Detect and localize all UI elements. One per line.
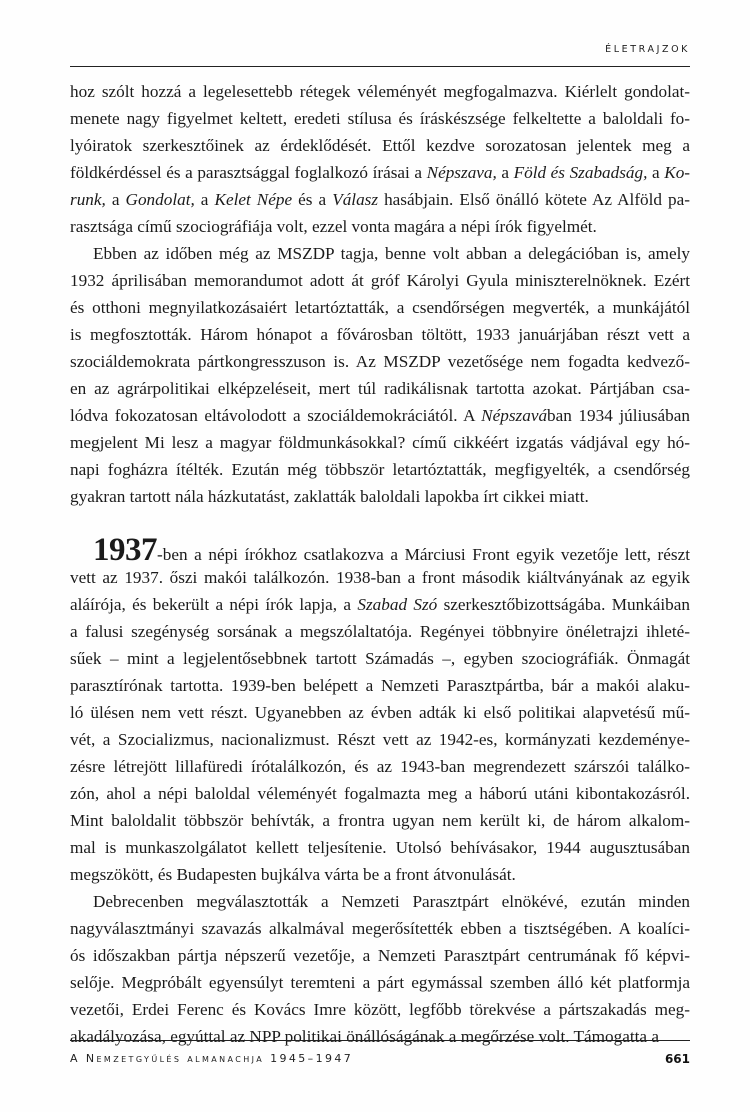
text-line: [70, 591, 690, 618]
text-run: Ebben az időben még az MSZDP tagja, benne volt abban a delegációban is, amely: [93, 244, 690, 263]
text-run: vett az 1937. őszi makói találkozón. 1938-ban a front második kiáltványának az egyik: [70, 568, 690, 587]
text-run: szerkesztőbizottságába. Munkáiban: [437, 595, 690, 614]
text-line: [70, 429, 690, 456]
text-line: [70, 564, 690, 591]
text-run: hasábjain. Első önálló kötete Az Alföld pa-: [378, 190, 691, 209]
text-run: a: [105, 190, 126, 209]
text-run: földkérdéssel és a parasztsággal foglalkozó írásai a: [70, 163, 427, 182]
text-run: mal is munkaszolgálatot kellett teljesítenie. Utolsó behívásakor, 1944 augusztusában: [70, 838, 690, 857]
text-run: a: [496, 163, 514, 182]
italic-title: Népszava,: [426, 163, 497, 182]
text-line: [70, 402, 690, 429]
text-run: is megfosztották. Három hónapot a fővárosban töltött, 1933 januárjában részt vett a: [70, 325, 690, 344]
text-run: hoz szólt hozzá a legelesettebb rétegek véleményét megfogalmazva. Kiérlelt gondolat-: [70, 82, 690, 101]
text-line: [70, 159, 690, 186]
text-line: [70, 888, 690, 915]
text-line: [70, 942, 690, 969]
text-run: Mint baloldalit többször behívták, a frontra ugyan nem került ki, de három alkalom-: [70, 811, 690, 830]
text-run: gyakran tartott nála házkutatást, zaklatták baloldali lapokba írt cikkei miatt.: [70, 487, 589, 506]
text-line: [70, 834, 690, 861]
text-run: a: [647, 163, 665, 182]
text-run: selője. Megpróbált egyensúlyt teremteni a párt egymással szemben álló két platformja: [70, 973, 690, 992]
text-run: lyóiratok szerkesztőinek az érdeklődését. Ettől kezdve sorozatosan jelentek meg a: [70, 136, 690, 155]
text-run: vét, a Szocializmus, nacionalizmust. Részt vett az 1942-es, kormányzati kezdeménye-: [70, 730, 690, 749]
text-run: nagyválasztmányi szavazás alkalmával megerősítették ebben a tisztségében. A koalíci-: [70, 919, 690, 938]
text-line: [70, 186, 690, 213]
page-number: 661: [664, 1052, 690, 1066]
text-run: Debrecenben megválasztották a Nemzeti Parasztpárt elnökévé, ezután minden: [93, 892, 690, 911]
text-line: [70, 807, 690, 834]
text-run: megjelent Mi lesz a magyar földmunkásokkal? című cikkéért izgatás vádjával egy hó-: [70, 433, 690, 452]
italic-title: Gondolat,: [125, 190, 195, 209]
text-run: ós időszakban pártja népszerű vezetője, a Nemzeti Parasztpárt centrumának fő képvi-: [70, 946, 690, 965]
text-run: és a: [292, 190, 333, 209]
text-line: [70, 645, 690, 672]
text-line: [70, 240, 690, 267]
text-run: parasztírónak tartotta. 1939-ben belépett a Nemzeti Parasztpártba, bár a makói alaku-: [70, 676, 690, 695]
footer-book-title: A Nemzetgyűlés almanachja 1945–1947: [70, 1052, 354, 1065]
paragraph: [70, 78, 690, 240]
section-year: 1937: [93, 532, 157, 568]
italic-title: Szabad Szó: [357, 595, 438, 614]
text-line: [70, 861, 690, 888]
paragraph: [70, 888, 690, 1050]
text-run: zón, ahol a népi baloldal véleményét fogalmazta meg a háború utáni kibontakozásról.: [70, 784, 690, 803]
text-line: [70, 267, 690, 294]
italic-title: Válasz: [332, 190, 379, 209]
italic-title: Népszavá: [481, 406, 548, 425]
text-run: lódva fokozatosan eltávolodott a szociáldemokráciától. A: [70, 406, 482, 425]
text-run: szociáldemokrata pártkongresszuson is. Az MSZDP vezetősége nem fogadta kedvező-: [70, 352, 690, 371]
text-line: [70, 532, 690, 568]
text-run: rasztsága című szociográfiája volt, ezzel vonta magára a népi írók figyelmét.: [70, 217, 597, 236]
text-run: a: [194, 190, 215, 209]
text-line: [70, 996, 690, 1023]
text-line: [70, 753, 690, 780]
text-run: -ben a népi írókhoz csatlakozva a Márciusi Front egyik vezetője lett, részt: [157, 545, 690, 564]
text-line: [70, 969, 690, 996]
text-line: [70, 780, 690, 807]
text-run: aláírója, és bekerült a népi írók lapja, a: [70, 595, 358, 614]
text-run: 1932 áprilisában memorandumot adott át gróf Károlyi Gyula miniszterelnöknek. Ezért: [70, 271, 690, 290]
text-run: ban 1934 júliusában: [547, 406, 691, 425]
text-line: [70, 672, 690, 699]
italic-title: Ko-: [664, 163, 691, 182]
text-line: [70, 456, 690, 483]
text-line: [70, 375, 690, 402]
text-line: [70, 294, 690, 321]
paragraph: [70, 240, 690, 510]
text-line: [70, 213, 690, 240]
text-run: en az agrárpolitikai elképzeléseit, mert túl radikálisnak tartotta azokat. Pártjában csa-: [70, 379, 690, 398]
text-run: menete nagy figyelmet keltett, eredeti stílusa és íráskészsége felkeltette a baloldali fo-: [70, 109, 690, 128]
text-run: akadályozása, egyúttal az NPP politikai önállóságának a megőrzése volt. Támogatta a: [70, 1027, 659, 1046]
italic-title: Föld és Szabadság,: [513, 163, 648, 182]
text-line: [70, 132, 690, 159]
italic-title: Kelet Népe: [214, 190, 293, 209]
text-line: [70, 699, 690, 726]
text-run: megszökött, és Budapesten bujkálva várta be a front átvonulását.: [70, 865, 516, 884]
text-line: [70, 915, 690, 942]
section-paragraph: [70, 532, 690, 888]
header-rule: [70, 66, 690, 67]
text-run: ló ülésen nem vett részt. Ugyanebben az évben adták ki első politikai alapvetésű mű-: [70, 703, 690, 722]
text-run: sűek – mint a legjelentősebbnek tartott Számadás –, egyben szociográfiák. Önmagát: [70, 649, 690, 668]
footer-rule: [70, 1040, 690, 1041]
text-run: vezetői, Erdei Ferenc és Kovács Imre között, legfőbb törekvése a pártszakadás meg-: [70, 1000, 690, 1019]
text-line: [70, 1023, 690, 1050]
running-header: ÉLETRAJZOK: [605, 44, 690, 55]
text-line: [70, 78, 690, 105]
body-text: [70, 78, 690, 1050]
text-line: [70, 726, 690, 753]
text-line: [70, 348, 690, 375]
text-line: [70, 483, 690, 510]
text-line: [70, 105, 690, 132]
text-run: zésre létrejött lillafüredi írótalálkozón, és az 1943-ban megrendezett szárszói találko-: [70, 757, 690, 776]
text-run: a falusi szegénység sorsának a megszólaltatója. Regényei többnyire önéletrajzi ihleté-: [70, 622, 690, 641]
text-run: napi fogházra ítélték. Ezután még többször letartóztatták, megfigyelték, a csendőrség: [70, 460, 690, 479]
italic-title: runk,: [70, 190, 106, 209]
text-line: [70, 321, 690, 348]
text-run: és otthoni megnyilatkozásaiért letartóztatták, a csendőrségen megverték, a munkájától: [70, 298, 690, 317]
text-line: [70, 618, 690, 645]
